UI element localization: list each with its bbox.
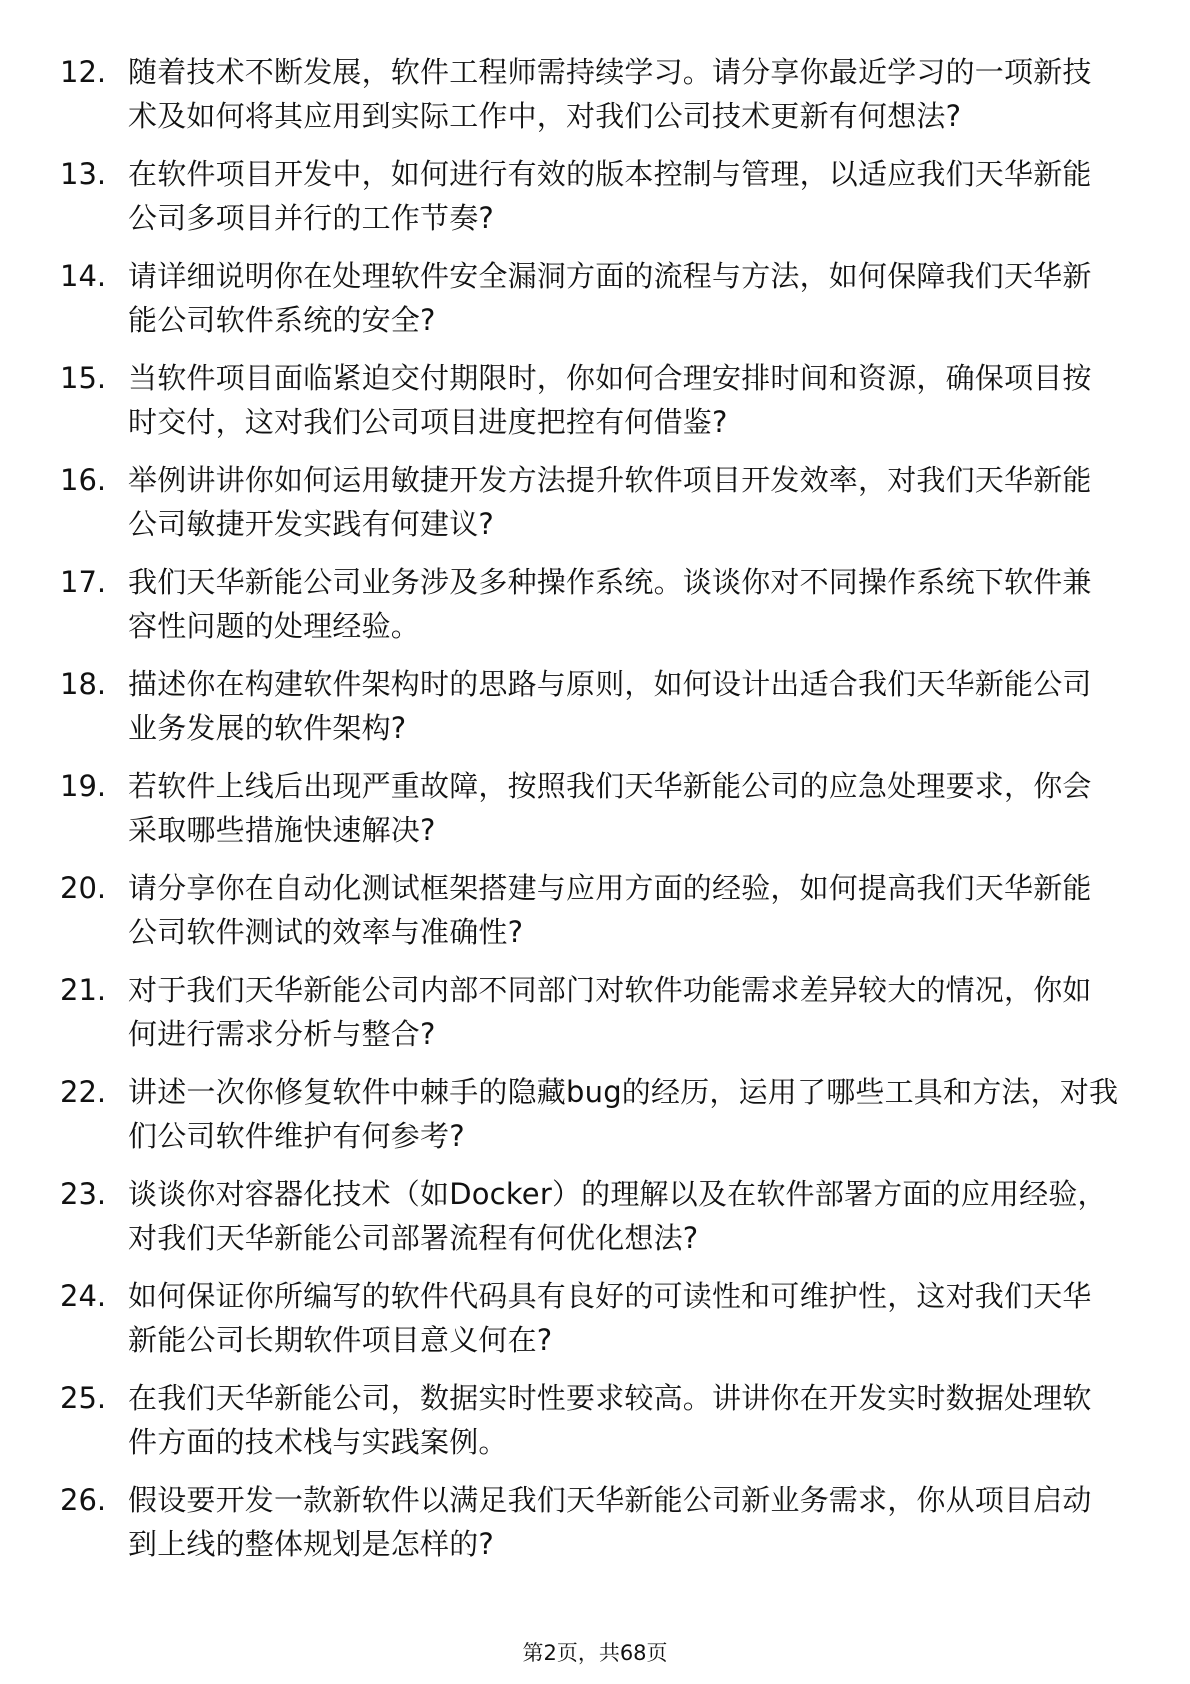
list-item: [60, 1172, 1120, 1260]
question-number: 13.: [60, 157, 107, 191]
list-item: [60, 254, 1120, 342]
question-text: 若软件上线后出现严重故障，按照我们天华新能公司的应急处理要求，你会采取哪些措施快速解决?: [128, 769, 1092, 847]
question-text: 随着技术不断发展，软件工程师需持续学习。请分享你最近学习的一项新技术及如何将其应用到实际工作中，对我们公司技术更新有何想法?: [128, 55, 1092, 133]
question-number: 24.: [60, 1279, 107, 1313]
question-text: 描述你在构建软件架构时的思路与原则，如何设计出适合我们天华新能公司业务发展的软件架构?: [128, 667, 1092, 745]
list-item: [60, 356, 1120, 444]
question-text: 在我们天华新能公司，数据实时性要求较高。讲讲你在开发实时数据处理软件方面的技术栈与实践案例。: [128, 1381, 1092, 1459]
question-text: 在软件项目开发中，如何进行有效的版本控制与管理，以适应我们天华新能公司多项目并行的工作节奏?: [128, 157, 1092, 235]
question-number: 18.: [60, 667, 107, 701]
list-item: [60, 152, 1120, 240]
question-text: 谈谈你对容器化技术（如Docker）的理解以及在软件部署方面的应用经验，对我们天华新能公司部署流程有何优化想法?: [128, 1177, 1107, 1255]
question-number: 23.: [60, 1177, 107, 1211]
question-number: 12.: [60, 55, 107, 89]
question-number: 26.: [60, 1483, 107, 1517]
question-text: 假设要开发一款新软件以满足我们天华新能公司新业务需求，你从项目启动到上线的整体规划是怎样的?: [128, 1483, 1092, 1561]
question-list: [60, 50, 1120, 1580]
list-item: [60, 764, 1120, 852]
list-item: [60, 560, 1120, 648]
list-item: [60, 50, 1120, 138]
question-number: 15.: [60, 361, 107, 395]
question-text: 我们天华新能公司业务涉及多种操作系统。谈谈你对不同操作系统下软件兼容性问题的处理经验。: [128, 565, 1092, 643]
list-item: [60, 662, 1120, 750]
question-text: 请详细说明你在处理软件安全漏洞方面的流程与方法，如何保障我们天华新能公司软件系统的安全?: [128, 259, 1092, 337]
question-text: 举例讲讲你如何运用敏捷开发方法提升软件项目开发效率，对我们天华新能公司敏捷开发实践有何建议?: [128, 463, 1092, 541]
list-item: [60, 1274, 1120, 1362]
list-item: [60, 968, 1120, 1056]
question-number: 20.: [60, 871, 107, 905]
page-footer: 第2页，共68页: [522, 1641, 668, 1665]
list-item: [60, 458, 1120, 546]
question-number: 21.: [60, 973, 107, 1007]
list-item: [60, 1376, 1120, 1464]
question-number: 16.: [60, 463, 107, 497]
question-number: 14.: [60, 259, 107, 293]
question-text: 讲述一次你修复软件中棘手的隐藏bug的经历，运用了哪些工具和方法，对我们公司软件维护有何参考?: [128, 1075, 1119, 1153]
question-number: 25.: [60, 1381, 107, 1415]
question-text: 如何保证你所编写的软件代码具有良好的可读性和可维护性，这对我们天华新能公司长期软件项目意义何在?: [128, 1279, 1092, 1357]
question-number: 22.: [60, 1075, 107, 1109]
list-item: [60, 1478, 1120, 1566]
question-text: 当软件项目面临紧迫交付期限时，你如何合理安排时间和资源，确保项目按时交付，这对我们公司项目进度把控有何借鉴?: [128, 361, 1092, 439]
question-number: 17.: [60, 565, 107, 599]
list-item: [60, 866, 1120, 954]
question-text: 对于我们天华新能公司内部不同部门对软件功能需求差异较大的情况，你如何进行需求分析与整合?: [128, 973, 1092, 1051]
list-item: [60, 1070, 1120, 1158]
question-number: 19.: [60, 769, 107, 803]
question-text: 请分享你在自动化测试框架搭建与应用方面的经验，如何提高我们天华新能公司软件测试的效率与准确性?: [128, 871, 1092, 949]
